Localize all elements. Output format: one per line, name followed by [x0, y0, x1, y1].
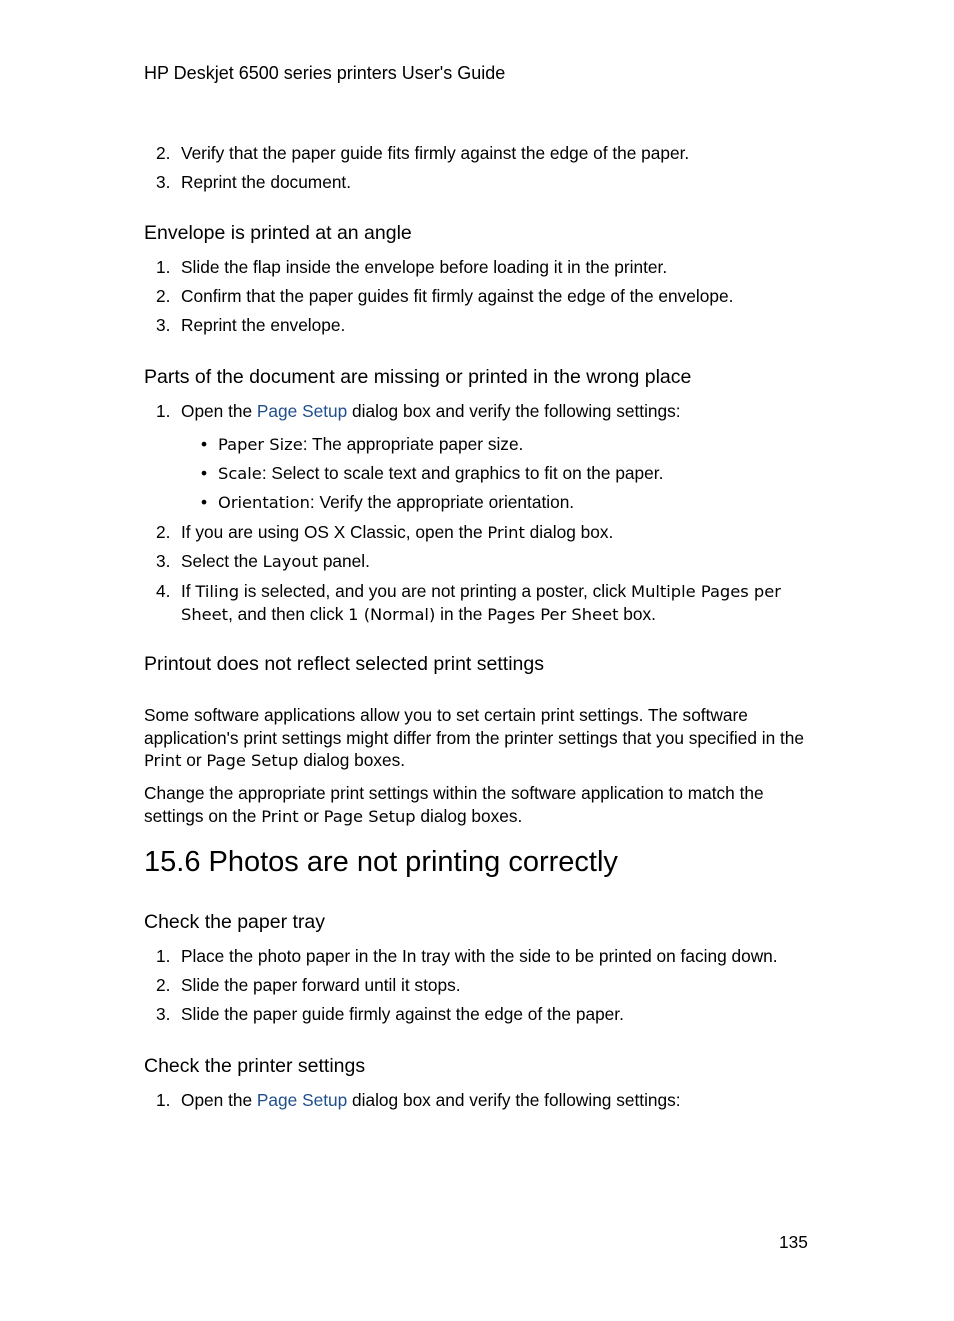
page-setup-link[interactable]: Page Setup — [256, 1090, 348, 1110]
ui-term: Print — [487, 523, 525, 542]
bullet-dot: • — [201, 492, 208, 512]
list-item — [156, 400, 816, 422]
section-heading-missing-parts: Parts of the document are missing or printed in the wrong place — [144, 366, 692, 388]
list-text: Slide the paper guide firmly against the edge of the paper. — [181, 1004, 624, 1024]
bullet-dot: • — [201, 463, 208, 483]
list-text: If you are using OS X Classic, open the Print dialog box. — [181, 522, 614, 542]
section-title: 15.6 Photos are not printing correctly — [144, 846, 618, 878]
bullet-item: • Scale: Select to scale text and graphics to fit on the paper. — [201, 463, 664, 483]
list-item — [156, 285, 816, 307]
running-header: HP Deskjet 6500 series printers User's Guide — [144, 63, 506, 83]
list-text: Reprint the document. — [181, 172, 352, 192]
list-item — [156, 580, 816, 626]
list-text: Reprint the envelope. — [181, 315, 346, 335]
bullet-dot: • — [201, 434, 208, 454]
list-number: 1. — [156, 946, 171, 966]
list-item — [156, 945, 816, 967]
list-text: Slide the flap inside the envelope before loading it in the printer. — [181, 257, 668, 277]
ui-term: Tiling — [195, 582, 240, 601]
list-text: Select the Layout panel. — [181, 551, 370, 571]
ui-term: Pages Per Sheet — [487, 605, 619, 624]
list-number: 1. — [156, 257, 171, 277]
list-text: If Tiling is selected, and you are not printing a poster, click Multiple Pages per Sheet, and then click 1 (Normal) in the Pages Per Sheet box. — [181, 581, 781, 624]
list-text: Verify that the paper guide fits firmly against the edge of the paper. — [181, 143, 690, 163]
list-item — [156, 974, 816, 996]
list-item — [156, 142, 816, 164]
list-text: Open the Page Setup dialog box and verify the following settings: — [181, 401, 681, 421]
ui-term: Print — [261, 806, 299, 826]
list-item — [156, 550, 816, 573]
list-item — [156, 256, 816, 278]
list-item — [156, 171, 816, 193]
list-number: 3. — [156, 551, 171, 571]
ui-term: Page Setup — [206, 751, 299, 771]
page-setup-link[interactable]: Page Setup — [256, 401, 348, 421]
list-number: 3. — [156, 1004, 171, 1024]
paragraph: Change the appropriate print settings within the software application to match the settings on the Print or Page Setup dialog boxes. — [144, 783, 764, 826]
list-number: 1. — [156, 401, 171, 421]
section-heading-envelope: Envelope is printed at an angle — [144, 222, 412, 244]
list-text: Confirm that the paper guides fit firmly against the edge of the envelope. — [181, 286, 734, 306]
ui-term: Print — [144, 751, 182, 771]
list-text: Open the Page Setup dialog box and verify the following settings: — [181, 1090, 681, 1110]
list-item — [156, 521, 816, 544]
ui-term: Orientation — [218, 493, 310, 512]
list-number: 1. — [156, 1090, 171, 1110]
ui-term: Layout — [262, 552, 319, 571]
list-number: 3. — [156, 172, 171, 192]
list-number: 2. — [156, 143, 171, 163]
paragraph: Some software applications allow you to set certain print settings. The software application's print settings might differ from the printer settings that you specified in the Print or Page Setup dialog boxes. — [144, 705, 805, 771]
section-heading-paper-tray: Check the paper tray — [144, 911, 326, 933]
ui-term: Page Setup — [323, 806, 416, 826]
list-text: Slide the paper forward until it stops. — [181, 975, 461, 995]
list-number: 2. — [156, 975, 171, 995]
list-item — [156, 1089, 816, 1111]
bullet-item: • Orientation: Verify the appropriate orientation. — [201, 492, 575, 512]
ui-term: Paper Size — [218, 435, 303, 454]
section-heading-printer-settings: Check the printer settings — [144, 1055, 366, 1077]
list-text: Place the photo paper in the In tray with the side to be printed on facing down. — [181, 946, 778, 966]
bullet-item: • Paper Size: The appropriate paper size. — [201, 434, 524, 454]
list-number: 2. — [156, 286, 171, 306]
list-number: 2. — [156, 522, 171, 542]
ui-term: Scale — [218, 464, 262, 483]
page-number: 135 — [779, 1232, 808, 1252]
list-number: 4. — [156, 581, 171, 601]
list-item — [156, 314, 816, 336]
ui-term: Multiple Pages per Sheet — [181, 582, 781, 624]
ui-term: 1 (Normal) — [348, 605, 436, 624]
list-number: 3. — [156, 315, 171, 335]
section-heading-printout: Printout does not reflect selected print settings — [144, 653, 544, 675]
list-item — [156, 1003, 816, 1025]
